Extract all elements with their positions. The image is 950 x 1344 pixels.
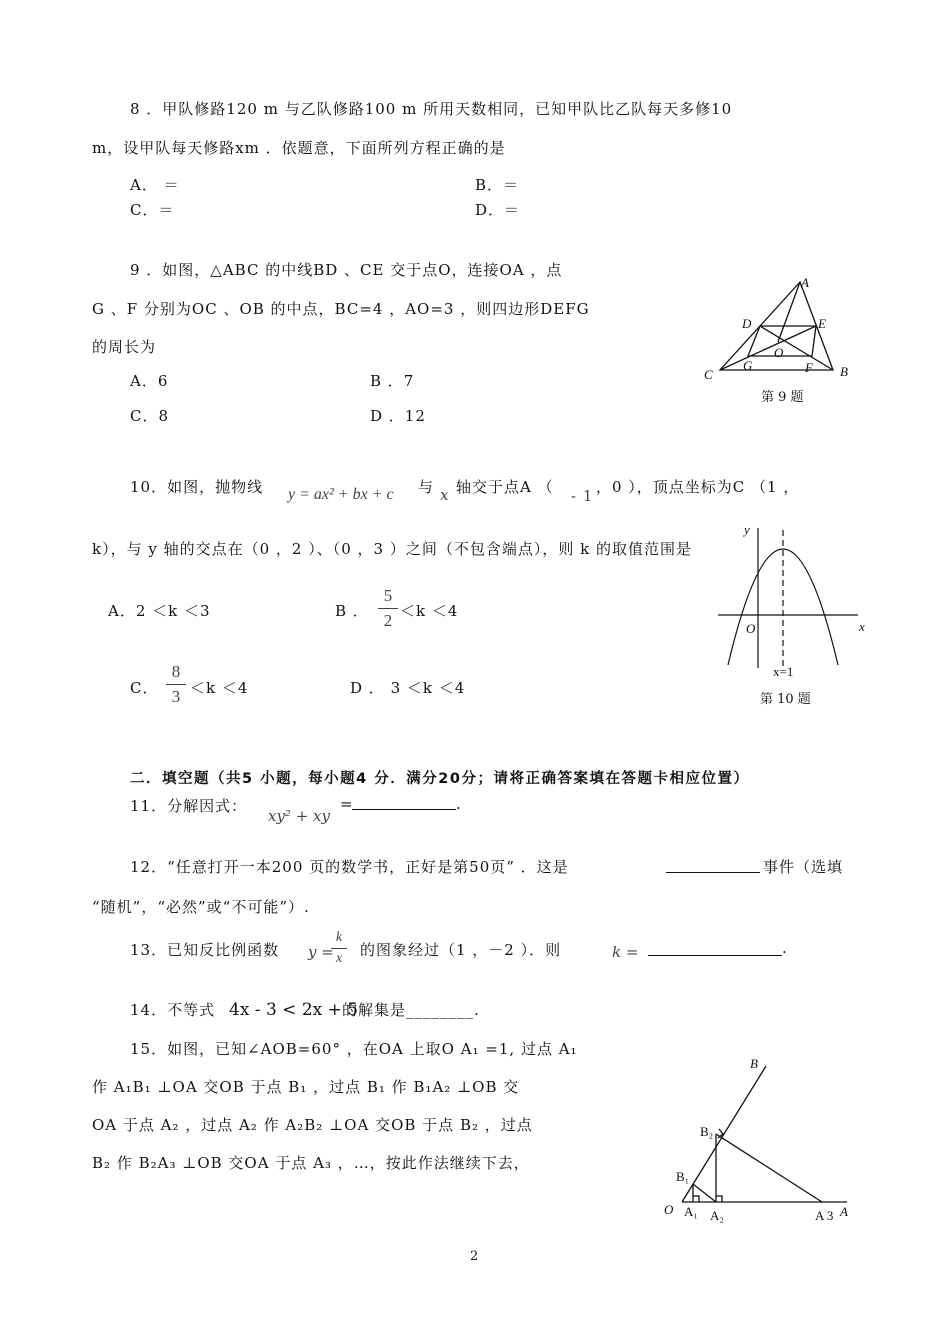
q9-line3: 的周长为 <box>92 338 157 356</box>
q9-option-d: D ．12 <box>370 407 426 425</box>
q15-label-b2: B₂ <box>700 1124 714 1139</box>
q10-option-c-label: C． <box>130 679 159 697</box>
q10-option-d: D ． 3 ＜k ＜4 <box>350 679 466 697</box>
q15-label-a: A <box>840 1204 848 1219</box>
q14-inequality: 4x - 3 < 2x + 5 <box>229 1000 359 1020</box>
q13-numerator: k <box>335 930 343 945</box>
q11-expression: xy² + xy <box>268 807 330 825</box>
q10-b-numerator: 5 <box>383 586 393 605</box>
q8-option-c: C．＝ <box>130 201 175 219</box>
q10-prefix: 10．如图，抛物线 <box>130 478 264 496</box>
q15-line3: OA 于点 A₂ ，过点 A₂ 作 A₂B₂ ⊥OA 交OB 于点 B₂ ，过点 <box>92 1116 533 1134</box>
q11-text: 11．分解因式： <box>130 797 248 815</box>
q13-mid: 的图象经过（1 ，－2 ）．则 <box>360 941 562 959</box>
q9-caption: 第 9 题 <box>761 390 804 405</box>
q8-option-d: D．＝ <box>475 201 521 219</box>
q9-label-b: B <box>840 364 848 379</box>
q10-b-denominator: 2 <box>383 611 393 630</box>
q13-text: 13．已知反比例函数 <box>130 941 280 959</box>
q9-option-a: A．6 <box>130 372 169 390</box>
q12-line1b: 事件（选填 <box>763 858 844 876</box>
q13-end: . <box>782 939 788 957</box>
q13-denominator: x <box>335 951 343 966</box>
q15-angle-figure <box>660 1050 860 1230</box>
q10-option-c-rest: ＜k ＜4 <box>190 679 249 697</box>
q10-neg1: - 1 <box>571 487 594 505</box>
q15-label-a2: A₂ <box>710 1208 724 1223</box>
q12-line1a: 12．“任意打开一本200 页的数学书，正好是第50页” ．这是 <box>130 858 569 876</box>
q8-option-b: B．＝ <box>475 176 520 194</box>
q12-line2: “随机”，“必然”或“不可能”）. <box>92 898 310 916</box>
q13-fraction <box>331 930 347 967</box>
q9-label-d: D <box>742 316 752 331</box>
q10-line2: k），与 y 轴的交点在（0 ，2 ）、（0 ，3 ）之间（不包含端点），则 k 的取值范围是 <box>92 540 692 558</box>
q12-answer-blank[interactable] <box>666 858 760 873</box>
q14-rest: 的解集是________. <box>342 1001 480 1019</box>
q11-answer-blank[interactable] <box>352 795 456 810</box>
section-2-heading: 二．填空题（共5 小题，每小题4 分．满分20分；请将正确答案填在答题卡相应位置） <box>130 771 750 787</box>
q9-line2: G 、F 分别为OC 、OB 的中点，BC=4 ，AO=3 ，则四边形DEFG <box>92 300 590 318</box>
q10-option-b-fraction <box>378 586 398 631</box>
q15-line4: B₂ 作 B₂A₃ ⊥OB 交OA 于点 A₃ ，…，按此作法继续下去， <box>92 1154 530 1172</box>
q15-label-o: O <box>664 1202 674 1217</box>
q15-label-b1: B₁ <box>676 1169 690 1184</box>
q9-label-o: O <box>774 345 784 360</box>
q10-option-b-label: B ． <box>335 602 369 620</box>
q10-mid2: 轴交于点A （ <box>456 478 554 496</box>
q13-answer-blank[interactable] <box>648 941 782 956</box>
q9-option-b: B ．7 <box>370 372 415 390</box>
q10-c-numerator: 8 <box>171 662 181 681</box>
q10-formula: y = ax² + bx + c <box>288 486 394 503</box>
q15-line1: 15．如图，已知∠AOB=60° ，在OA 上取O A₁ =1, 过点 A₁ <box>130 1040 578 1058</box>
q9-triangle-figure <box>700 272 860 382</box>
q9-label-e: E <box>818 316 826 331</box>
q9-option-c: C．8 <box>130 407 170 425</box>
q10-caption: 第 10 题 <box>760 692 811 707</box>
q9-label-f: F <box>805 360 813 375</box>
q15-label-a1: A₁ <box>684 1204 698 1219</box>
q14-text: 14．不等式 <box>130 1001 216 1019</box>
q10-c-denominator: 3 <box>171 687 181 706</box>
q9-label-c: C <box>704 367 713 382</box>
q15-line2: 作 A₁B₁ ⊥OA 交OB 于点 B₁ ，过点 B₁ 作 B₁A₂ ⊥OB 交 <box>92 1078 520 1096</box>
q13-k-eq: k = <box>612 943 639 961</box>
q10-option-a: A．2 ＜k ＜3 <box>108 602 211 620</box>
q10-xvar: x <box>440 486 450 504</box>
q15-label-b: B <box>750 1056 758 1071</box>
q10-parabola-graph <box>718 518 868 678</box>
q8-line1: 8 ．甲队修路120 m 与乙队修路100 m 所用天数相同，已知甲队比乙队每天多修10 <box>130 100 733 118</box>
q10-label-o: O <box>746 621 756 636</box>
q10-label-axis: x=1 <box>773 664 794 679</box>
q9-label-a: A <box>801 275 809 290</box>
q15-label-a3: A 3 <box>815 1208 834 1223</box>
q8-line2: m，设甲队每天修路xm ．依题意，下面所列方程正确的是 <box>92 139 506 157</box>
q10-label-x: x <box>859 619 865 634</box>
q10-option-b-rest: ＜k ＜4 <box>400 602 459 620</box>
q11-end: . <box>456 795 462 813</box>
q10-label-y: y <box>744 522 750 537</box>
q11-equals: = <box>340 795 354 813</box>
q9-label-g: G <box>743 358 753 373</box>
q10-option-c-fraction <box>166 662 186 707</box>
q10-mid3: ，0 ），顶点坐标为C （1 ， <box>596 478 800 496</box>
page-number: 2 <box>470 1249 480 1264</box>
q8-option-a: A． ＝ <box>130 176 180 194</box>
q9-line1: 9 ．如图，△ABC 的中线BD 、CE 交于点O，连接OA ，点 <box>130 261 563 279</box>
q13-y-eq: y = <box>308 943 334 961</box>
q10-mid1: 与 <box>418 478 435 496</box>
